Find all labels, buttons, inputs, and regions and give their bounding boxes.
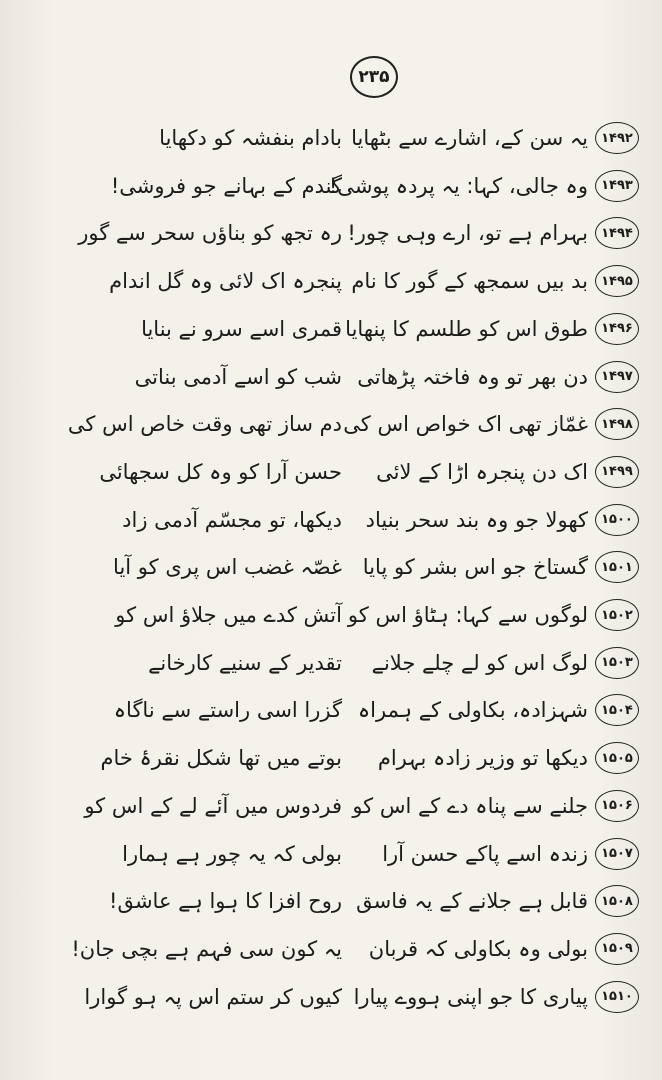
couplet-row [0,597,662,637]
couplet-row [0,645,662,685]
verse-number: ۱۴۹۵ [595,265,639,297]
verse-number: ۱۴۹۲ [595,122,639,154]
couplet-row [0,311,662,351]
verse-number: ۱۵۰۹ [595,933,639,965]
second-hemistich: آتش کدے میں جلاؤ اس کو [115,603,342,627]
verse-number: ۱۴۹۳ [595,170,639,202]
second-hemistich: قمری اسے سرو نے بنایا [141,316,342,341]
first-hemistich: بہرام ہے تو، ارے وہی چور! [347,221,588,246]
verse-number: ۱۵۰۷ [595,838,639,870]
first-hemistich: پیاری کا جو اپنی ہووے پیارا [353,984,588,1009]
first-hemistich: شہزادہ، بکاولی کے ہمراہ [357,698,588,723]
verse-number: ۱۵۰۳ [595,647,639,679]
second-hemistich: حسن آرا کو وہ کل سجھائی [99,459,342,484]
page-number: ۲۳۵ [350,56,398,98]
second-hemistich: یہ کون سی فہم ہے بچی جان! [71,936,342,961]
first-hemistich: قابل ہے جلانے کے یہ فاسق [356,889,588,914]
couplet-row [0,263,662,303]
couplet-row [0,406,662,446]
verse-number: ۱۵۰۵ [595,742,639,774]
first-hemistich: بد بیں سمجھ کے گور کا نام [351,269,588,294]
couplet-row [0,359,662,399]
verse-number: ۱۴۹۸ [595,408,639,440]
second-hemistich: روح افزا کا ہوا ہے عاشق! [109,889,342,914]
verse-number: ۱۵۰۴ [595,694,639,726]
second-hemistich: گزرا اسی راستے سے ناگاہ [113,698,342,723]
first-hemistich: لوگوں سے کہا: ہٹاؤ اس کو [347,603,588,627]
verse-number: ۱۴۹۶ [595,313,639,345]
first-hemistich: گستاخ جو اس بشر کو پایا [362,555,588,580]
verse-number: ۱۵۱۰ [595,981,639,1013]
second-hemistich: شب کو اسے آدمی بناتی [134,364,342,389]
first-hemistich: دن بھر تو وہ فاختہ پڑھاتی [357,364,588,389]
second-hemistich: بادام بنفشہ کو دکھایا [159,126,342,150]
couplet-row [0,120,662,160]
couplet-row [0,979,662,1019]
couplet-row [0,883,662,923]
second-hemistich: بولی کہ یہ چور ہے ہمارا [122,841,342,866]
first-hemistich: وہ جالی، کہا: یہ پردہ پوشی! [328,173,588,198]
second-hemistich: دم ساز تھی وقت خاص اس کی [67,412,342,437]
second-hemistich: دیکھا، تو مجسّم آدمی زاد [122,507,342,532]
second-hemistich: غصّہ غضب اس پری کو آیا [113,555,342,580]
first-hemistich: جلنے سے پناہ دے کے اس کو [352,793,588,818]
verse-number: ۱۵۰۱ [595,551,639,583]
couplet-row [0,836,662,876]
couplet-row [0,740,662,780]
couplet-row [0,454,662,494]
second-hemistich: فردوس میں آئے لے کے اس کو [84,793,342,818]
first-hemistich: یہ سن کے، اشارے سے بٹھایا [351,126,588,150]
verse-number: ۱۵۰۶ [595,790,639,822]
verse-number: ۱۵۰۲ [595,599,639,631]
couplet-row [0,788,662,828]
first-hemistich: اک دن پنجرہ اڑا کے لائی [376,459,588,484]
verse-number: ۱۴۹۹ [595,456,639,488]
second-hemistich: پنجرہ اک لائی وہ گل اندام [109,269,342,294]
second-hemistich: تقدیر کے سنیے کارخانے [148,650,342,675]
first-hemistich: بولی وہ بکاولی کہ قربان [368,936,588,961]
couplet-row [0,692,662,732]
couplet-row [0,549,662,589]
second-hemistich: رہ تجھ کو بناؤں سحر سے گور [78,221,342,246]
first-hemistich: دیکھا تو وزیر زادہ بہرام [377,746,588,771]
second-hemistich: گندم کے بہانے جو فروشی! [110,173,342,198]
first-hemistich: غمّاز تھی اک خواص اس کی [343,412,588,437]
verse-number: ۱۵۰۰ [595,504,639,536]
first-hemistich: لوگ اس کو لے چلے جلانے [371,650,588,675]
first-hemistich: طوق اس کو طلسم کا پنھایا [345,316,588,341]
couplet-row [0,931,662,971]
couplet-row [0,502,662,542]
first-hemistich: کھولا جو وہ بند سحر بنیاد [365,507,588,532]
verse-number: ۱۵۰۸ [595,885,639,917]
couplet-row [0,168,662,208]
couplet-row [0,215,662,255]
second-hemistich: بوتے میں تھا شکل نقرۂ خام [100,746,342,771]
verse-number: ۱۴۹۷ [595,361,639,393]
verse-number: ۱۴۹۴ [595,217,639,249]
second-hemistich: کیوں کر ستم اس پہ ہو گوارا [84,984,342,1009]
first-hemistich: زندہ اسے پاکے حسن آرا [382,841,588,866]
